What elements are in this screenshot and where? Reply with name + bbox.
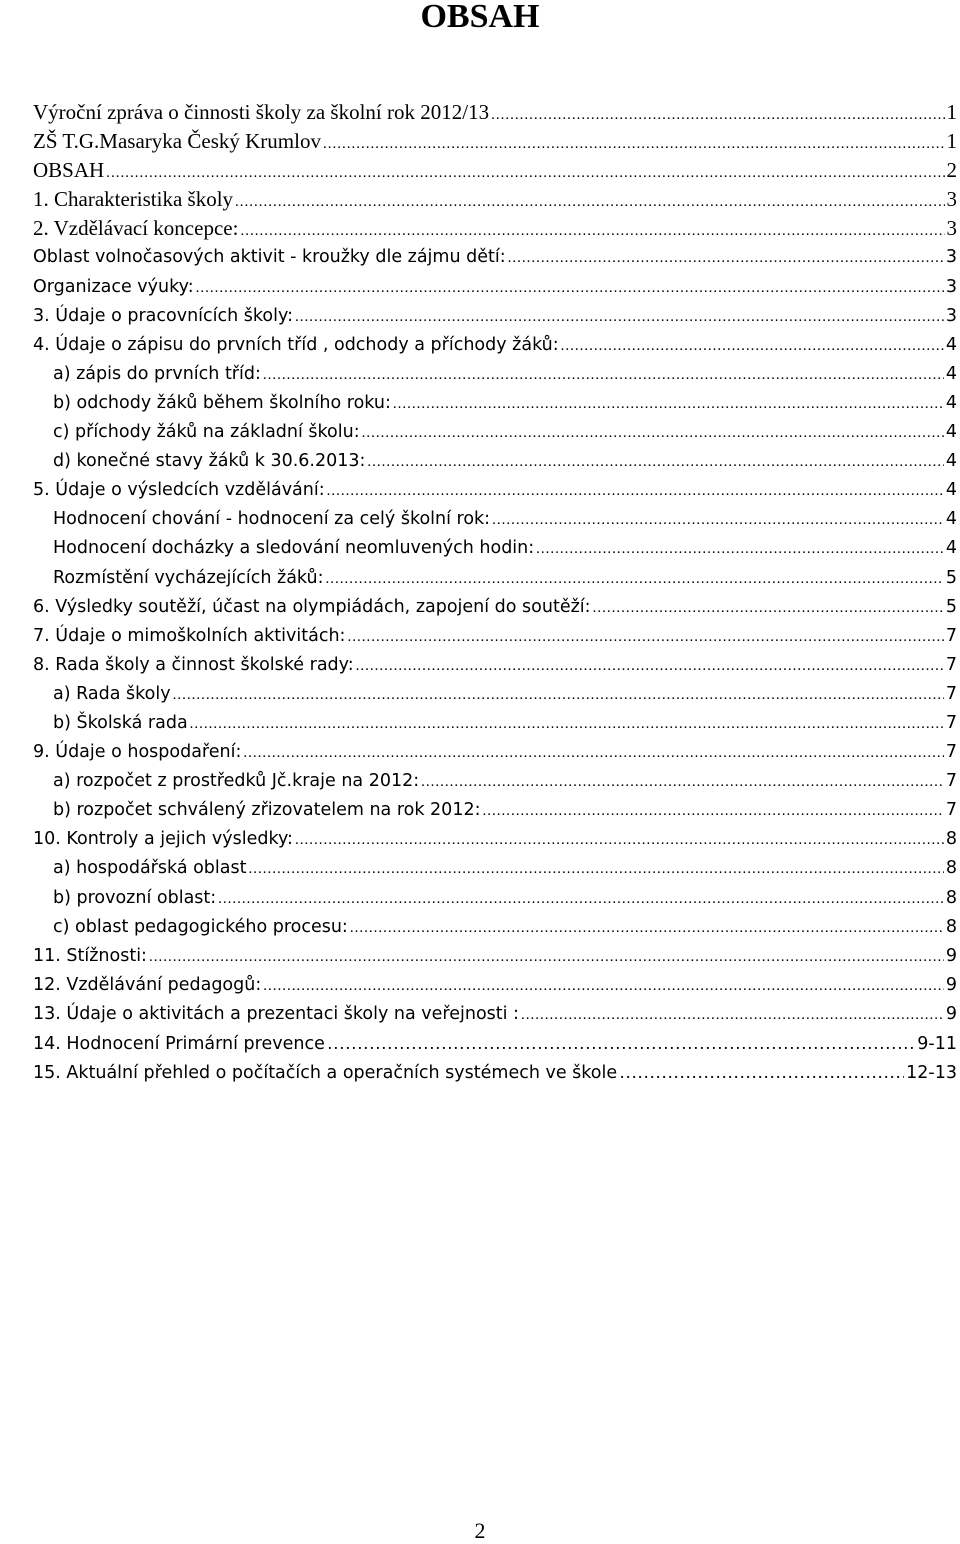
toc-entry[interactable] xyxy=(33,476,957,505)
toc-entry-page: 12-13 xyxy=(906,1063,957,1084)
toc-entry-page: 4 xyxy=(945,422,957,443)
page-title: OBSAH xyxy=(420,0,540,35)
toc-dot-leader xyxy=(492,506,944,535)
toc-entry-text: Organizace výuky: xyxy=(33,276,194,297)
toc-entry[interactable] xyxy=(33,680,957,709)
toc-entry-page: 5 xyxy=(945,567,957,588)
toc-entry-page: 7 xyxy=(945,712,957,733)
toc-dot-leader xyxy=(326,565,944,594)
toc-entry-page: 8 xyxy=(945,887,957,908)
toc-entry[interactable] xyxy=(33,243,957,272)
toc-entry-text: OBSAH xyxy=(33,158,105,183)
toc-entry[interactable] xyxy=(33,534,957,563)
toc-entry-page: 1 xyxy=(946,100,957,124)
toc-dot-leader xyxy=(521,1001,944,1030)
toc-entry-text: 12. Vzdělávání pedagogů: xyxy=(33,974,262,995)
toc-dot-leader xyxy=(536,535,944,564)
toc-entry-text: Oblast volnočasových aktivit - kroužky dle zájmu dětí: xyxy=(33,247,506,268)
toc-entry[interactable] xyxy=(33,913,957,942)
toc-entry-page: 4 xyxy=(945,392,957,413)
toc-entry-text: 10. Kontroly a jejich výsledky: xyxy=(33,829,293,850)
toc-dot-leader xyxy=(248,855,943,884)
toc-dot-leader xyxy=(421,768,944,797)
toc-entry[interactable] xyxy=(33,273,957,302)
toc-entry-text: 4. Údaje o zápisu do prvních tříd , odchody a příchody žáků: xyxy=(33,334,559,355)
toc-entry[interactable] xyxy=(33,98,957,127)
toc-entry-text: c) oblast pedagogického procesu: xyxy=(53,916,348,937)
toc-entry-page: 7 xyxy=(945,625,957,646)
toc-entry[interactable] xyxy=(33,796,957,825)
toc-entry[interactable] xyxy=(33,767,957,796)
toc-entry-page: 4 xyxy=(945,451,957,472)
toc-entry[interactable] xyxy=(33,360,957,389)
toc-entry-page: 7 xyxy=(945,654,957,675)
toc-entry[interactable] xyxy=(33,942,957,971)
toc-entry[interactable] xyxy=(33,622,957,651)
toc-entry[interactable] xyxy=(33,447,957,476)
toc-entry-text: 13. Údaje o aktivitách a prezentaci školy na veřejnosti : xyxy=(33,1003,519,1024)
toc-entry-text: 8. Rada školy a činnost školské rady: xyxy=(33,654,354,675)
toc-dot-leader xyxy=(483,797,944,826)
toc-entry[interactable] xyxy=(33,331,957,360)
toc-entry[interactable] xyxy=(33,854,957,883)
toc-dot-leader xyxy=(323,130,945,159)
toc-entry-text: 6. Výsledky soutěží, účast na olympiádách, zapojení do soutěží: xyxy=(33,596,591,617)
toc-entry-text: 14. Hodnocení Primární prevence xyxy=(33,1034,325,1054)
toc-entry-page: 4 xyxy=(945,363,957,384)
toc-entry-text: b) odchody žáků během školního roku: xyxy=(53,392,391,413)
toc-entry-text: 11. Stížnosti: xyxy=(33,945,147,966)
toc-dot-leader xyxy=(149,943,944,972)
toc-entry-page: 3 xyxy=(945,276,957,297)
toc-entry-text: 15. Aktuální přehled o počítačích a operačních systémech ve škole xyxy=(33,1063,618,1084)
toc-dot-leader xyxy=(218,885,944,914)
toc-entry-page: 3 xyxy=(945,247,957,268)
toc-dot-leader xyxy=(393,390,944,419)
toc-entry-page: 7 xyxy=(945,742,957,763)
toc-entry-text: 5. Údaje o výsledcích vzdělávání: xyxy=(33,480,325,501)
toc-entry-page: 9 xyxy=(945,945,957,966)
toc-dot-leader xyxy=(190,710,944,739)
toc-entry[interactable] xyxy=(33,389,957,418)
toc-dot-leader xyxy=(593,594,944,623)
toc-entry-text: c) příchody žáků na základní školu: xyxy=(53,422,360,443)
toc-entry-text: 3. Údaje o pracovnících školy: xyxy=(33,305,293,326)
toc-entry-page: 7 xyxy=(945,771,957,792)
toc-entry-page: 7 xyxy=(945,800,957,821)
toc-dot-leader xyxy=(235,188,944,217)
toc-entry-page: 4 xyxy=(945,334,957,355)
toc-entry-page: 3 xyxy=(946,187,957,212)
toc-entry-page: 1 xyxy=(946,129,957,154)
toc-dot-leader xyxy=(240,217,944,246)
toc-dot-leader xyxy=(295,303,944,332)
toc-dot-leader xyxy=(508,244,944,273)
toc-entry-page: 4 xyxy=(945,480,957,501)
toc-entry[interactable] xyxy=(33,1029,957,1058)
toc-entry[interactable] xyxy=(33,505,957,534)
toc-entry-page: 8 xyxy=(945,829,957,850)
toc-entry-page: 4 xyxy=(945,509,957,530)
toc-entry[interactable] xyxy=(33,1000,957,1029)
toc-entry-text: Hodnocení chování - hodnocení za celý školní rok: xyxy=(53,509,491,530)
toc-entry[interactable] xyxy=(33,127,957,156)
toc-entry-page: 3 xyxy=(945,305,957,326)
toc-entry-text: a) hospodářská oblast xyxy=(53,858,247,879)
table-of-contents xyxy=(33,98,957,1087)
toc-entry-page: 8 xyxy=(945,916,957,937)
toc-entry[interactable] xyxy=(33,214,957,243)
toc-entry-text: Výroční zpráva o činnosti školy za školní rok 2012/13 xyxy=(33,100,490,124)
toc-dot-leader xyxy=(295,826,944,855)
toc-entry-text: b) Školská rada xyxy=(53,712,188,733)
toc-entry-text: 7. Údaje o mimoškolních aktivitách: xyxy=(33,625,346,646)
toc-entry-text: d) konečné stavy žáků k 30.6.2013: xyxy=(53,451,366,472)
toc-dot-leader xyxy=(561,332,944,361)
toc-entry[interactable] xyxy=(33,1058,957,1087)
toc-entry[interactable] xyxy=(33,738,957,767)
toc-dot-leader xyxy=(173,681,944,710)
toc-ellipsis-leader xyxy=(619,1058,904,1089)
toc-entry-text: 1. Charakteristika školy xyxy=(33,187,234,212)
toc-dot-leader xyxy=(327,477,944,506)
toc-entry[interactable] xyxy=(33,884,957,913)
toc-entry[interactable] xyxy=(33,418,957,447)
toc-entry[interactable] xyxy=(33,971,957,1000)
toc-entry-text: ZŠ T.G.Masaryka Český Krumlov xyxy=(33,129,321,154)
toc-dot-leader xyxy=(347,623,943,652)
toc-entry-page: 5 xyxy=(945,596,957,617)
toc-entry-text: a) zápis do prvních tříd: xyxy=(53,363,261,384)
toc-entry[interactable] xyxy=(33,564,957,593)
toc-dot-leader xyxy=(367,448,943,477)
toc-entry-page: 9-11 xyxy=(917,1034,957,1054)
toc-dot-leader xyxy=(362,419,944,448)
toc-dot-leader xyxy=(106,159,944,188)
toc-entry-text: b) provozní oblast: xyxy=(53,887,217,908)
toc-entry-text: Rozmístění vycházejících žáků: xyxy=(53,567,324,588)
toc-entry-page: 2 xyxy=(946,158,957,183)
toc-entry-page: 4 xyxy=(945,538,957,559)
toc-dot-leader xyxy=(263,972,944,1001)
toc-entry-page: 7 xyxy=(945,683,957,704)
toc-dot-leader xyxy=(243,739,944,768)
toc-entry-page: 3 xyxy=(946,216,957,241)
toc-entry-page: 9 xyxy=(945,1003,957,1024)
toc-entry[interactable] xyxy=(33,593,957,622)
toc-entry-text: Hodnocení docházky a sledování neomluvených hodin: xyxy=(53,538,535,559)
toc-entry-page: 8 xyxy=(945,858,957,879)
toc-entry-text: a) rozpočet z prostředků Jč.kraje na 2012: xyxy=(53,771,420,792)
toc-entry-page: 9 xyxy=(945,974,957,995)
toc-ellipsis-leader xyxy=(327,1029,915,1060)
toc-dot-leader xyxy=(350,914,944,943)
toc-dot-leader xyxy=(356,652,944,681)
page-number: 2 xyxy=(474,1518,486,1543)
toc-dot-leader xyxy=(491,101,944,130)
toc-entry[interactable] xyxy=(33,709,957,738)
toc-entry-text: 2. Vzdělávací koncepce: xyxy=(33,216,239,241)
toc-entry-text: a) Rada školy xyxy=(53,683,171,704)
toc-entry[interactable] xyxy=(33,651,957,680)
toc-entry[interactable] xyxy=(33,156,957,185)
toc-entry-text: 9. Údaje o hospodaření: xyxy=(33,742,242,763)
toc-dot-leader xyxy=(263,361,944,390)
toc-entry[interactable] xyxy=(33,302,957,331)
toc-dot-leader xyxy=(196,274,944,303)
toc-entry[interactable] xyxy=(33,825,957,854)
toc-entry-text: b) rozpočet schválený zřizovatelem na rok 2012: xyxy=(53,800,481,821)
toc-entry[interactable] xyxy=(33,185,957,214)
